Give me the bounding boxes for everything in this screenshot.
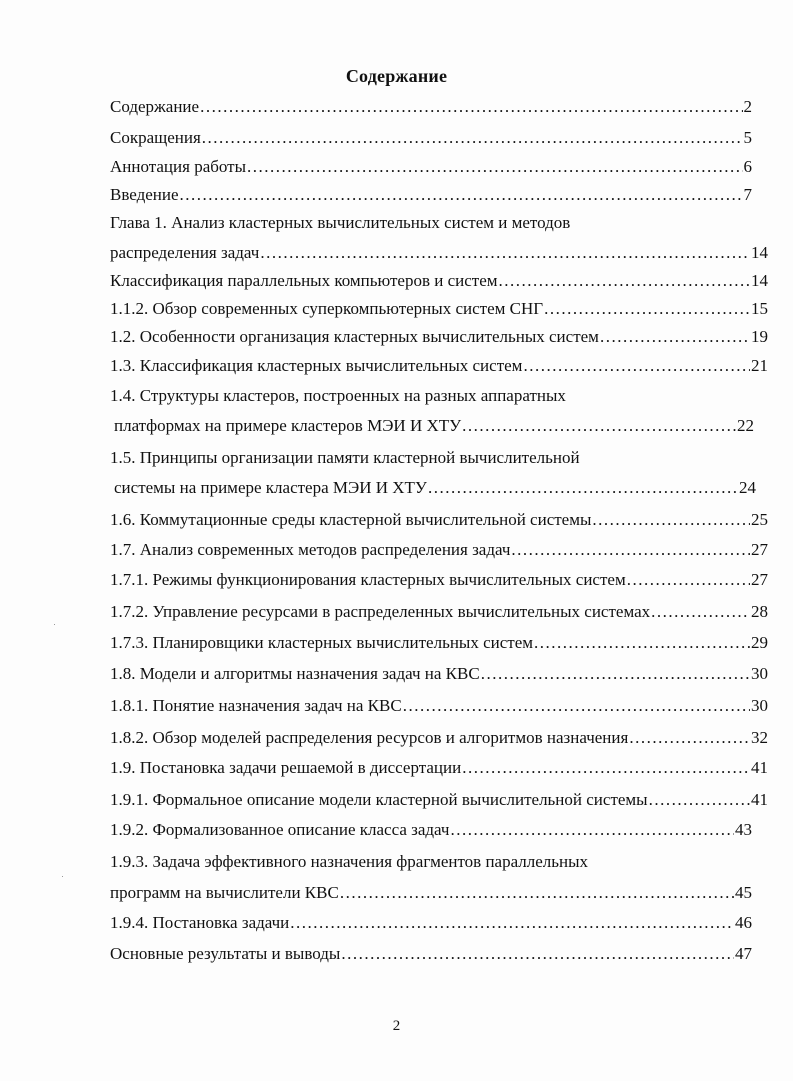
toc-entry-page: 27 [751,570,768,589]
dot-leader [651,601,750,623]
toc-entry[interactable] [110,819,752,841]
toc-entry-label: 1.9.2. Формализованное описание класса задач [110,820,450,839]
toc-entry-page: 27 [751,540,768,559]
toc-entry[interactable] [110,184,752,206]
toc-entry-label: системы на примере кластера МЭИ И ХТУ [114,478,427,497]
toc-entry-page: 32 [751,728,768,747]
toc-entry-page: 24 [739,478,756,497]
page-title: Содержание [345,66,448,86]
toc-entry-label: 1.8. Модели и алгоритмы назначения задач на КВС [110,664,480,683]
dot-leader [544,298,750,320]
toc-entry-page: 28 [751,602,768,621]
toc-entry-page: 5 [743,128,752,147]
toc-entry-label: 1.1.2. Обзор современных суперкомпьютерных систем СНГ [110,299,544,318]
toc-entry-label-line1: Глава 1. Анализ кластерных вычислительных систем и методов [110,213,571,232]
dot-leader [428,477,738,499]
dot-leader [340,882,734,904]
toc-entry[interactable] [110,298,768,320]
toc-entry[interactable] [114,415,754,437]
dot-leader [180,184,743,206]
toc-entry-page: 7 [743,185,752,204]
toc-entry-label-line1: 1.5. Принципы организации памяти кластерной вычислительной [110,448,580,467]
dot-leader [649,789,750,811]
toc-entry[interactable] [110,632,768,654]
toc-entry-label: распределения задач [110,243,260,262]
toc-entry[interactable] [110,96,752,118]
scan-speck [54,624,55,625]
toc-entry-label: 1.7. Анализ современных методов распределения задач [110,540,511,559]
dot-leader [403,695,750,717]
toc-entry-page: 14 [751,243,768,262]
toc-entry[interactable] [110,943,752,965]
toc-entry-page: 43 [735,820,752,839]
toc-entry-page: 21 [751,356,768,375]
dot-leader [290,912,734,934]
dot-leader [481,663,750,685]
toc-entry[interactable] [114,477,756,499]
toc-entry[interactable] [110,326,768,348]
dot-leader [592,509,750,531]
toc-entry-page: 41 [751,758,768,777]
toc-entry-label-line1: 1.9.3. Задача эффективного назначения фрагментов параллельных [110,852,589,871]
toc-entry-label: платформах на примере кластеров МЭИ И ХТУ [114,416,462,435]
toc-entry-page: 29 [751,633,768,652]
toc-entry[interactable] [110,569,768,591]
toc-entry-page: 30 [751,696,768,715]
toc-entry-label: 1.3. Классификация кластерных вычислительных систем [110,356,523,375]
toc-entry-label: 1.7.3. Планировщики кластерных вычислительных систем [110,633,534,652]
toc-entry-page: 2 [743,97,752,116]
toc-entry-page: 14 [751,271,768,290]
toc-entry-label: 1.7.2. Управление ресурсами в распределенных вычислительных системах [110,602,651,621]
toc-entry[interactable] [110,127,752,149]
toc-entry-label: 1.7.1. Режимы функционирования кластерных вычислительных систем [110,570,626,589]
toc-entry[interactable] [110,242,768,264]
toc-entry-label: Аннотация работы [110,157,247,176]
toc-entry[interactable] [110,757,768,779]
dot-leader [341,943,734,965]
toc-entry-label: 1.8.2. Обзор моделей распределения ресурсов и алгоритмов назначения [110,728,629,747]
toc-entry-label: Основные результаты и выводы [110,944,341,963]
toc-entry-page: 15 [751,299,768,318]
dot-leader [499,270,750,292]
toc-entry-page: 6 [743,157,752,176]
toc-entry-label: 1.2. Особенности организация кластерных вычислительных систем [110,327,599,346]
dot-leader [462,415,736,437]
dot-leader [247,156,742,178]
dot-leader [600,326,750,348]
toc-entry[interactable] [110,509,768,531]
scan-speck [62,876,63,877]
toc-entry-label: Сокращения [110,128,201,147]
toc-entry-label: 1.8.1. Понятие назначения задач на КВС [110,696,402,715]
toc-entry[interactable] [110,789,768,811]
toc-entry[interactable] [110,156,752,178]
dot-leader [523,355,750,377]
toc-entry-label: 1.9.1. Формальное описание модели кластерной вычислительной системы [110,790,648,809]
toc-entry-page: 46 [735,913,752,932]
toc-entry-page: 47 [735,944,752,963]
toc-entry-page: 19 [751,327,768,346]
page-number: 2 [392,1018,401,1034]
toc-entry[interactable] [110,695,768,717]
toc-entry-label: Введение [110,185,179,204]
toc-entry-label: 1.9.4. Постановка задачи [110,913,290,932]
toc-entry-label-line1: 1.4. Структуры кластеров, построенных на разных аппаратных [110,386,566,405]
toc-entry-page: 22 [737,416,754,435]
toc-entry-label: программ на вычислители КВС [110,883,339,902]
dot-leader [627,569,750,591]
toc-entry[interactable] [110,727,768,749]
toc-entry[interactable] [110,355,768,377]
toc-entry-label: Классификация параллельных компьютеров и систем [110,271,498,290]
toc-entry[interactable] [110,270,768,292]
dot-leader [534,632,750,654]
toc-entry[interactable] [110,912,752,934]
dot-leader [200,96,742,118]
toc-entry-page: 41 [751,790,768,809]
toc-entry-label: 1.6. Коммутационные среды кластерной вычислительной системы [110,510,592,529]
dot-leader [260,242,750,264]
toc-entry-label: Содержание [110,97,200,116]
toc-entry[interactable] [110,601,768,623]
toc-entry-label: 1.9. Постановка задачи решаемой в диссертации [110,758,462,777]
toc-entry-page: 45 [735,883,752,902]
toc-entry-page: 25 [751,510,768,529]
dot-leader [511,539,750,561]
toc-entry-page: 30 [751,664,768,683]
dot-leader [450,819,734,841]
dot-leader [629,727,750,749]
dot-leader [462,757,750,779]
toc-entry[interactable] [110,663,768,685]
dot-leader [202,127,743,149]
toc-entry[interactable] [110,539,768,561]
toc-entry[interactable] [110,882,752,904]
